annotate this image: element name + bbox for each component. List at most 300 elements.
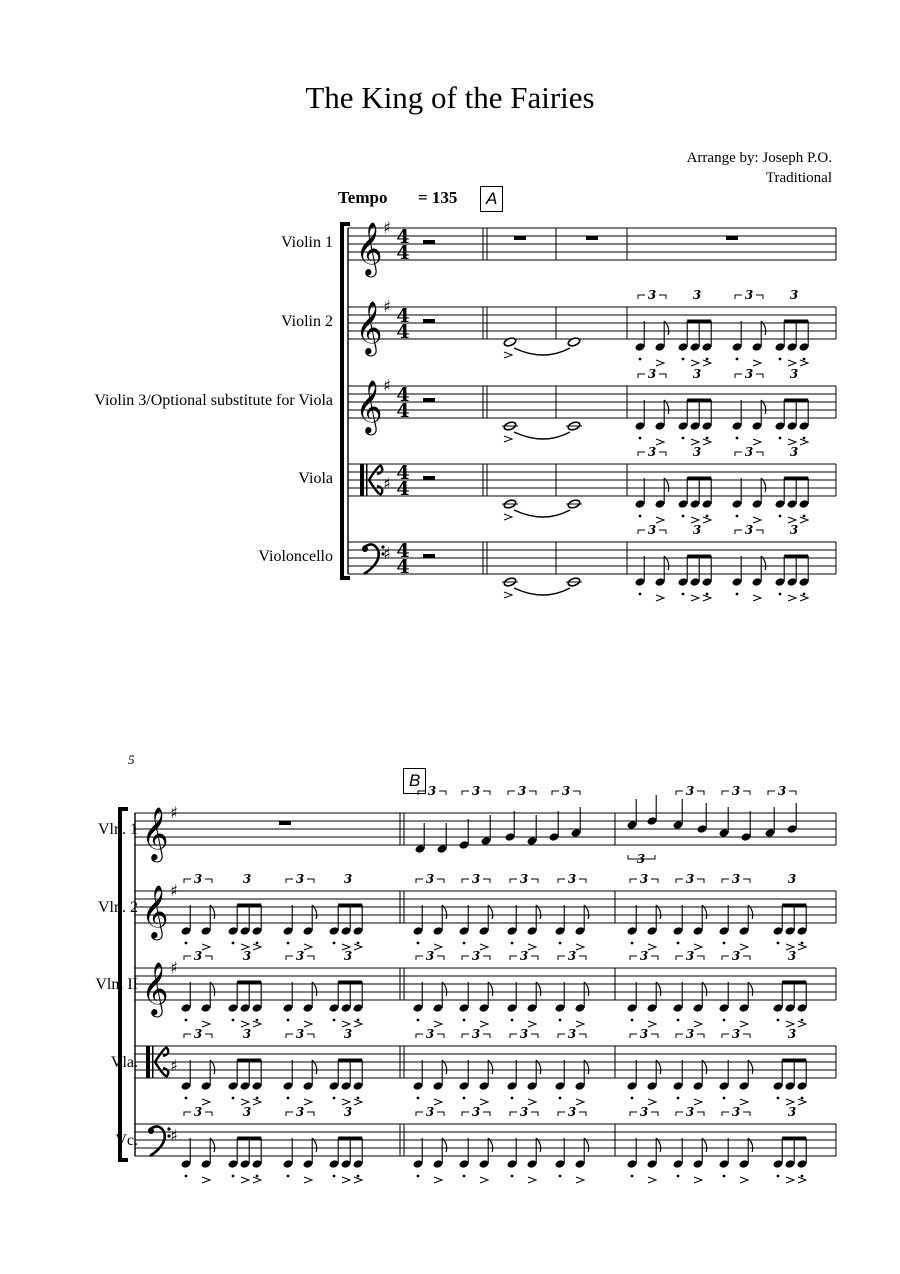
staccato-icon: [723, 1019, 726, 1022]
tuplet-number: 3: [639, 1105, 649, 1119]
accent-icon: [480, 1021, 488, 1027]
tuplet-number: 3: [517, 784, 527, 798]
accent-icon: [740, 1177, 748, 1183]
accent-icon: [202, 1177, 210, 1183]
staccato-icon: [801, 1019, 804, 1022]
tuplet-bracket: [743, 956, 750, 960]
staccato-icon: [801, 942, 804, 945]
tuplet-number: 3: [744, 523, 754, 537]
tuplet-bracket: [462, 1034, 469, 1038]
staccato-icon: [256, 942, 259, 945]
whole-note-head: [503, 337, 517, 347]
tuplet-number: 3: [471, 949, 481, 963]
staccato-icon: [185, 1019, 188, 1022]
accent-icon: [788, 595, 796, 601]
tuplet-bracket: [676, 1112, 683, 1116]
tuplet-bracket: [722, 879, 729, 883]
tuplet-bracket: [437, 956, 444, 960]
tuplet-number: 3: [567, 949, 577, 963]
sharp-icon: ♯: [170, 881, 178, 900]
treble-clef-icon: 𝄞: [141, 961, 169, 1015]
tuplet-number: 3: [561, 784, 571, 798]
sharp-icon: ♯: [170, 1056, 178, 1075]
system-bracket: [120, 809, 128, 1160]
staccato-icon: [677, 1019, 680, 1022]
instrument-label-violin-1: Violin 1: [281, 234, 333, 251]
instrument-label-violin-2: Violin 2: [281, 313, 333, 330]
staccato-icon: [232, 1175, 235, 1178]
accent-icon: [480, 1099, 488, 1105]
accent-icon: [202, 1099, 210, 1105]
staccato-icon: [333, 1175, 336, 1178]
tuplet-bracket: [510, 1034, 517, 1038]
tuplet-number: 3: [425, 1027, 435, 1041]
rehearsal-mark-b: B: [403, 768, 426, 794]
staccato-icon: [631, 1097, 634, 1100]
tuplet-bracket: [579, 956, 586, 960]
accent-icon: [694, 1021, 702, 1027]
tuplet-number: 3: [242, 1105, 252, 1119]
tuplet-number: 3: [471, 784, 481, 798]
tuplet-number: 3: [692, 288, 702, 302]
time-signature: 4: [396, 462, 410, 484]
tuplet-bracket: [743, 879, 750, 883]
tuplet-bracket: [676, 1034, 683, 1038]
tuplet-number: 3: [744, 367, 754, 381]
staccato-icon: [511, 942, 514, 945]
tuplet-bracket: [462, 1112, 469, 1116]
staccato-icon: [417, 1019, 420, 1022]
tie: [514, 510, 570, 517]
tuplet-bracket: [462, 956, 469, 960]
staccato-icon: [779, 593, 782, 596]
tuplet-bracket: [205, 1112, 212, 1116]
tuplet-number: 3: [242, 949, 252, 963]
tuplet-number: 3: [425, 872, 435, 886]
staccato-icon: [682, 437, 685, 440]
tuplet-bracket: [659, 530, 666, 534]
accent-icon: [528, 1021, 536, 1027]
staccato-icon: [682, 358, 685, 361]
tuplet-bracket: [756, 374, 763, 378]
accent-icon: [648, 1021, 656, 1027]
tuplet-number: 3: [427, 784, 437, 798]
staccato-icon: [736, 515, 739, 518]
staccato-icon: [777, 942, 780, 945]
tuplet-bracket: [286, 1112, 293, 1116]
tuplet-number: 3: [647, 445, 657, 459]
tuplet-bracket: [462, 879, 469, 883]
tuplet-bracket: [735, 374, 742, 378]
accent-icon: [253, 1177, 261, 1183]
accent-icon: [253, 944, 261, 950]
accent-icon: [694, 1177, 702, 1183]
accent-icon: [648, 944, 656, 950]
tuplet-bracket: [510, 1112, 517, 1116]
staccato-icon: [736, 593, 739, 596]
staccato-icon: [463, 1019, 466, 1022]
accent-icon: [800, 595, 808, 601]
tuplet-number: 3: [343, 1027, 353, 1041]
tuplet-number: 3: [789, 288, 799, 302]
tuplet-number: 3: [685, 784, 695, 798]
half-rest-icon: [423, 319, 435, 323]
accent-icon: [304, 944, 312, 950]
tuplet-bracket: [735, 530, 742, 534]
treble-clef-icon: 𝄞: [355, 379, 383, 433]
tuplet-bracket: [735, 295, 742, 299]
staccato-icon: [639, 358, 642, 361]
accent-icon: [691, 360, 699, 366]
tuplet-number: 3: [731, 949, 741, 963]
tuplet-bracket: [630, 956, 637, 960]
accent-icon: [241, 1177, 249, 1183]
tuplet-bracket: [307, 1112, 314, 1116]
accent-icon: [202, 944, 210, 950]
sharp-icon: ♯: [383, 376, 391, 395]
staccato-icon: [559, 942, 562, 945]
instrument-label-vln2: Vln. 2: [98, 899, 138, 916]
tuplet-bracket: [638, 374, 645, 378]
whole-note-head: [567, 337, 581, 347]
staccato-icon: [232, 1097, 235, 1100]
accent-icon: [786, 1177, 794, 1183]
accent-icon: [740, 1021, 748, 1027]
staccato-icon: [417, 942, 420, 945]
accent-icon: [798, 1099, 806, 1105]
tuplet-bracket: [697, 1112, 704, 1116]
staccato-icon: [511, 1019, 514, 1022]
accent-icon: [504, 592, 512, 598]
bass-clef-icon: [148, 1128, 154, 1134]
accent-icon: [740, 944, 748, 950]
tuplet-bracket: [439, 791, 446, 795]
staccato-icon: [559, 1175, 562, 1178]
tuplet-number: 3: [425, 949, 435, 963]
accent-icon: [648, 1177, 656, 1183]
tuplet-bracket: [579, 1034, 586, 1038]
accent-icon: [354, 1177, 362, 1183]
staccato-icon: [723, 942, 726, 945]
tuplet-bracket: [184, 1034, 191, 1038]
half-rest-icon: [423, 554, 435, 558]
accent-icon: [800, 517, 808, 523]
tuplet-bracket: [743, 1034, 750, 1038]
accent-icon: [253, 1021, 261, 1027]
accent-icon: [703, 360, 711, 366]
accent-icon: [656, 595, 664, 601]
tuplet-bracket: [558, 956, 565, 960]
system-bracket: [342, 224, 350, 578]
staccato-icon: [417, 1175, 420, 1178]
tuplet-bracket: [722, 956, 729, 960]
time-signature: 4: [396, 226, 410, 248]
tuplet-number: 3: [295, 872, 305, 886]
tuplet-bracket: [630, 1034, 637, 1038]
tuplet-bracket: [483, 956, 490, 960]
staccato-icon: [511, 1175, 514, 1178]
accent-icon: [253, 1099, 261, 1105]
staccato-icon: [357, 942, 360, 945]
accent-icon: [740, 1099, 748, 1105]
half-rest-icon: [423, 398, 435, 402]
tuplet-number: 3: [343, 1105, 353, 1119]
arranger-credit: Arrange by: Joseph P.O.: [686, 150, 832, 166]
staccato-icon: [706, 515, 709, 518]
tuplet-bracket: [558, 1034, 565, 1038]
accent-icon: [576, 1177, 584, 1183]
tuplet-bracket: [697, 791, 704, 795]
alto-clef-icon: [360, 464, 364, 496]
accent-icon: [434, 1099, 442, 1105]
tuplet-number: 3: [471, 1027, 481, 1041]
tuplet-bracket: [651, 1112, 658, 1116]
tuplet-bracket: [659, 295, 666, 299]
tuplet-number: 3: [471, 1105, 481, 1119]
alto-clef-icon: [146, 1046, 150, 1078]
tuplet-bracket: [286, 1034, 293, 1038]
staccato-icon: [779, 437, 782, 440]
treble-clef-icon: 𝄞: [355, 300, 383, 354]
tuplet-number: 3: [789, 367, 799, 381]
tuplet-number: 3: [787, 1027, 797, 1041]
tempo-label: Tempo: [338, 188, 388, 207]
staccato-icon: [631, 1175, 634, 1178]
instrument-label-vc: Vc.: [115, 1132, 138, 1149]
tuplet-number: 3: [425, 1105, 435, 1119]
accent-icon: [504, 436, 512, 442]
staccato-icon: [232, 1019, 235, 1022]
tuplet-bracket: [531, 956, 538, 960]
accent-icon: [798, 944, 806, 950]
tuplet-bracket: [676, 956, 683, 960]
tuplet-bracket: [743, 791, 750, 795]
sharp-icon: ♯: [170, 803, 178, 822]
accent-icon: [753, 517, 761, 523]
tuplet-bracket: [205, 879, 212, 883]
tuplet-bracket: [722, 791, 729, 795]
tuplet-bracket: [307, 1034, 314, 1038]
staccato-icon: [631, 1019, 634, 1022]
accent-icon: [528, 1099, 536, 1105]
tuplet-bracket: [552, 791, 559, 795]
treble-clef-icon: 𝄞: [141, 884, 169, 938]
accent-icon: [342, 1177, 350, 1183]
accent-icon: [304, 1177, 312, 1183]
tuplet-bracket: [483, 1112, 490, 1116]
tuplet-number: 3: [777, 784, 787, 798]
tuplet-bracket: [510, 879, 517, 883]
tuplet-bracket: [651, 879, 658, 883]
accent-icon: [528, 1177, 536, 1183]
instrument-label-vln1: Vln. 1: [98, 821, 138, 838]
tuplet-number: 3: [193, 872, 203, 886]
tuplet-bracket: [638, 295, 645, 299]
tuplet-number: 3: [647, 288, 657, 302]
tuplet-bracket: [789, 791, 796, 795]
staccato-icon: [256, 1097, 259, 1100]
tuplet-number: 3: [343, 949, 353, 963]
tuplet-number: 3: [647, 523, 657, 537]
tuplet-number: 3: [685, 1027, 695, 1041]
tuplet-bracket: [184, 1112, 191, 1116]
composer-credit: Traditional: [765, 170, 832, 186]
tuplet-bracket: [184, 879, 191, 883]
tuplet-number: 3: [567, 1027, 577, 1041]
staccato-icon: [333, 1019, 336, 1022]
accent-icon: [576, 1021, 584, 1027]
tempo-equals: =: [417, 188, 428, 207]
tuplet-number: 3: [685, 872, 695, 886]
tuplet-bracket: [579, 879, 586, 883]
tuplet-bracket: [437, 1112, 444, 1116]
staccato-icon: [232, 942, 235, 945]
staccato-icon: [723, 1097, 726, 1100]
staccato-icon: [287, 1019, 290, 1022]
accent-icon: [528, 944, 536, 950]
tuplet-number: 3: [343, 872, 353, 886]
tuplet-bracket: [756, 295, 763, 299]
tuplet-bracket: [651, 1034, 658, 1038]
tuplet-number: 3: [744, 445, 754, 459]
staccato-icon: [682, 593, 685, 596]
time-signature: 4: [396, 321, 410, 343]
accent-icon: [504, 352, 512, 358]
time-signature: 4: [396, 478, 410, 500]
tie: [514, 348, 570, 355]
tuplet-number: 3: [787, 872, 797, 886]
tuplet-number: 3: [519, 1027, 529, 1041]
staccato-icon: [463, 1097, 466, 1100]
staccato-icon: [287, 942, 290, 945]
accent-icon: [800, 360, 808, 366]
tuplet-number: 3: [242, 1027, 252, 1041]
measure-number: 5: [128, 752, 135, 767]
staccato-icon: [631, 942, 634, 945]
tuplet-number: 3: [295, 1027, 305, 1041]
tuplet-bracket: [510, 956, 517, 960]
staccato-icon: [357, 1019, 360, 1022]
instrument-label-violin-3: Violin 3/Optional substitute for Viola: [94, 392, 333, 409]
tuplet-bracket: [462, 791, 469, 795]
tuplet-bracket: [768, 791, 775, 795]
alto-clef-icon: [152, 1046, 154, 1078]
staccato-icon: [639, 593, 642, 596]
tuplet-bracket: [531, 879, 538, 883]
tuplet-bracket: [508, 791, 515, 795]
half-rest-icon: [423, 240, 435, 244]
tuplet-number: 3: [787, 1105, 797, 1119]
staccato-icon: [256, 1175, 259, 1178]
tuplet-number: 3: [519, 949, 529, 963]
staccato-icon: [559, 1097, 562, 1100]
treble-clef-icon: 𝄞: [141, 806, 169, 860]
accent-icon: [480, 944, 488, 950]
tuplet-number: 3: [731, 1027, 741, 1041]
tuplet-bracket: [437, 1034, 444, 1038]
tuplet-number: 3: [471, 872, 481, 886]
tuplet-number: 3: [685, 1105, 695, 1119]
accent-icon: [354, 944, 362, 950]
accent-icon: [304, 1099, 312, 1105]
accent-icon: [354, 1021, 362, 1027]
time-signature: 4: [396, 556, 410, 578]
tuplet-bracket: [416, 879, 423, 883]
accent-icon: [648, 1099, 656, 1105]
staccato-icon: [803, 437, 806, 440]
tuplet-bracket: [659, 452, 666, 456]
staccato-icon: [801, 1175, 804, 1178]
tuplet-bracket: [483, 1034, 490, 1038]
staccato-icon: [256, 1019, 259, 1022]
tuplet-number: 3: [692, 367, 702, 381]
accent-icon: [576, 1099, 584, 1105]
tuplet-number: 3: [685, 949, 695, 963]
sharp-icon: ♯: [383, 218, 391, 237]
staccato-icon: [677, 1175, 680, 1178]
staccato-icon: [682, 515, 685, 518]
tuplet-bracket: [307, 956, 314, 960]
staccato-icon: [801, 1097, 804, 1100]
tuplet-number: 3: [731, 784, 741, 798]
staccato-icon: [777, 1019, 780, 1022]
staccato-icon: [559, 1019, 562, 1022]
tuplet-bracket: [630, 879, 637, 883]
instrument-label-violoncello: Violoncello: [258, 548, 333, 565]
staccato-icon: [803, 593, 806, 596]
staccato-icon: [706, 437, 709, 440]
tuplet-number: 3: [639, 1027, 649, 1041]
staccato-icon: [736, 437, 739, 440]
accent-icon: [354, 1099, 362, 1105]
sharp-icon: ♯: [170, 958, 178, 977]
accent-icon: [694, 1099, 702, 1105]
staccato-icon: [779, 515, 782, 518]
tuplet-number: 3: [636, 852, 646, 866]
tuplet-number: 3: [789, 523, 799, 537]
staccato-icon: [287, 1175, 290, 1178]
tuplet-bracket: [697, 956, 704, 960]
tuplet-bracket: [697, 1034, 704, 1038]
tuplet-bracket: [579, 1112, 586, 1116]
staccato-icon: [706, 358, 709, 361]
accent-icon: [504, 514, 512, 520]
staccato-icon: [185, 1175, 188, 1178]
tuplet-bracket: [638, 452, 645, 456]
tuplet-bracket: [676, 791, 683, 795]
time-signature: 4: [396, 400, 410, 422]
accent-icon: [434, 1021, 442, 1027]
tuplet-number: 3: [744, 288, 754, 302]
half-rest-icon: [423, 476, 435, 480]
tuplet-bracket: [483, 791, 490, 795]
tuplet-bracket: [659, 374, 666, 378]
tuplet-bracket: [307, 879, 314, 883]
staccato-icon: [185, 1097, 188, 1100]
tuplet-bracket: [416, 1112, 423, 1116]
tuplet-number: 3: [731, 1105, 741, 1119]
staccato-icon: [333, 1097, 336, 1100]
staccato-icon: [706, 593, 709, 596]
accent-icon: [202, 1021, 210, 1027]
tuplet-number: 3: [193, 949, 203, 963]
tuplet-number: 3: [567, 1105, 577, 1119]
tuplet-bracket: [416, 956, 423, 960]
staccato-icon: [333, 942, 336, 945]
tuplet-number: 3: [519, 1105, 529, 1119]
staccato-icon: [511, 1097, 514, 1100]
accent-icon: [434, 944, 442, 950]
